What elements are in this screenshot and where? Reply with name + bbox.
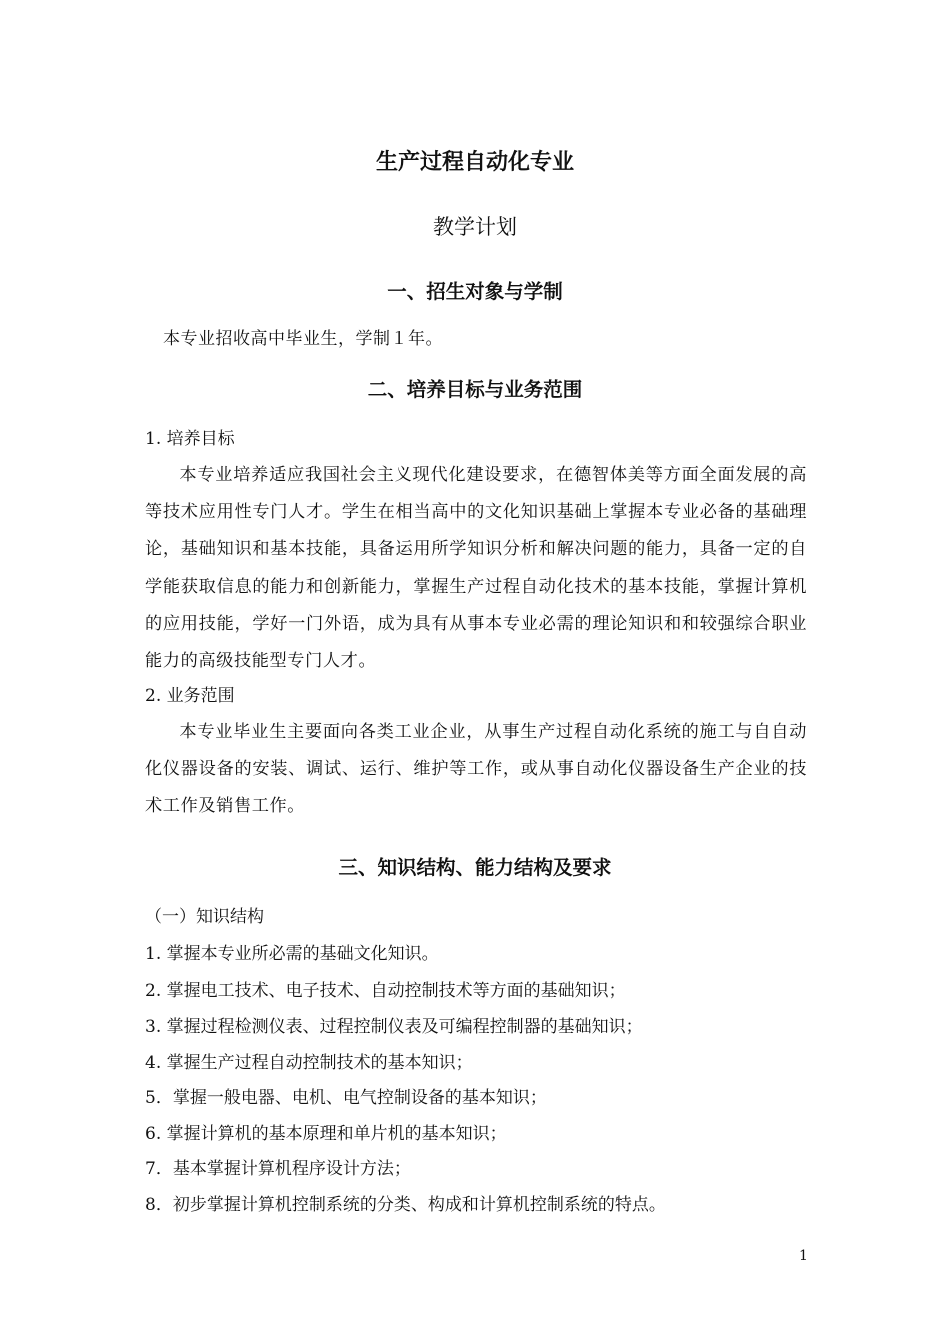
section-2-paragraph-2: 本专业毕业生主要面向各类工业企业，从事生产过程自动化系统的施工与自自动化仪器设备的安装、调试、运行、维护等工作，或从事自动化仪器设备生产企业的技术工作及销售工作。	[145, 722, 807, 817]
list-item: 4. 掌握生产过程自动控制技术的基本知识；	[145, 1053, 473, 1073]
list-item: 6. 掌握计算机的基本原理和单片机的基本知识；	[145, 1124, 507, 1144]
list-item: 2. 掌握电工技术、电子技术、自动控制技术等方面的基础知识；	[145, 981, 626, 1001]
document-title: 生产过程自动化专业	[375, 150, 574, 175]
section-heading-2: 二、培养目标与业务范围	[367, 378, 583, 401]
section-heading-1: 一、招生对象与学制	[387, 280, 563, 303]
document-subtitle: 教学计划	[433, 215, 517, 239]
list-item: 3. 掌握过程检测仪表、过程控制仪表及可编程控制器的基础知识；	[145, 1017, 643, 1037]
section-2-item-2: 2. 业务范围	[145, 686, 235, 706]
section-1-text: 本专业招收高中毕业生，学制１年。	[163, 329, 443, 349]
section-2-item-1: 1. 培养目标	[145, 429, 235, 449]
list-item: 1. 掌握本专业所必需的基础文化知识。	[145, 944, 439, 964]
section-3-subheading: （一）知识结构	[145, 907, 264, 927]
list-item: 7．基本掌握计算机程序设计方法；	[145, 1159, 411, 1179]
list-item: 5．掌握一般电器、电机、电气控制设备的基本知识；	[145, 1088, 547, 1108]
page-number: 1	[799, 1248, 808, 1264]
section-2-paragraph-1: 本专业培养适应我国社会主义现代化建设要求，在德智体美等方面全面发展的高等技术应用性专门人才。学生在相当高中的文化知识基础上掌握本专业必备的基础理论，基础知识和基本技能，具备运用所学知识分析和解决问题的能力，具备一定的自学能获取信息的能力和创新能力，掌握生产过程自动化技术的基本技能，掌握计算机的应用技能，学好一门外语，成为具有从事本专业必需的理论知识和和较强综合职业能力的高级技能型专门人才。	[145, 465, 807, 672]
list-item: 8．初步掌握计算机控制系统的分类、构成和计算机控制系统的特点。	[145, 1195, 666, 1215]
section-heading-3: 三、知识结构、能力结构及要求	[338, 856, 612, 879]
